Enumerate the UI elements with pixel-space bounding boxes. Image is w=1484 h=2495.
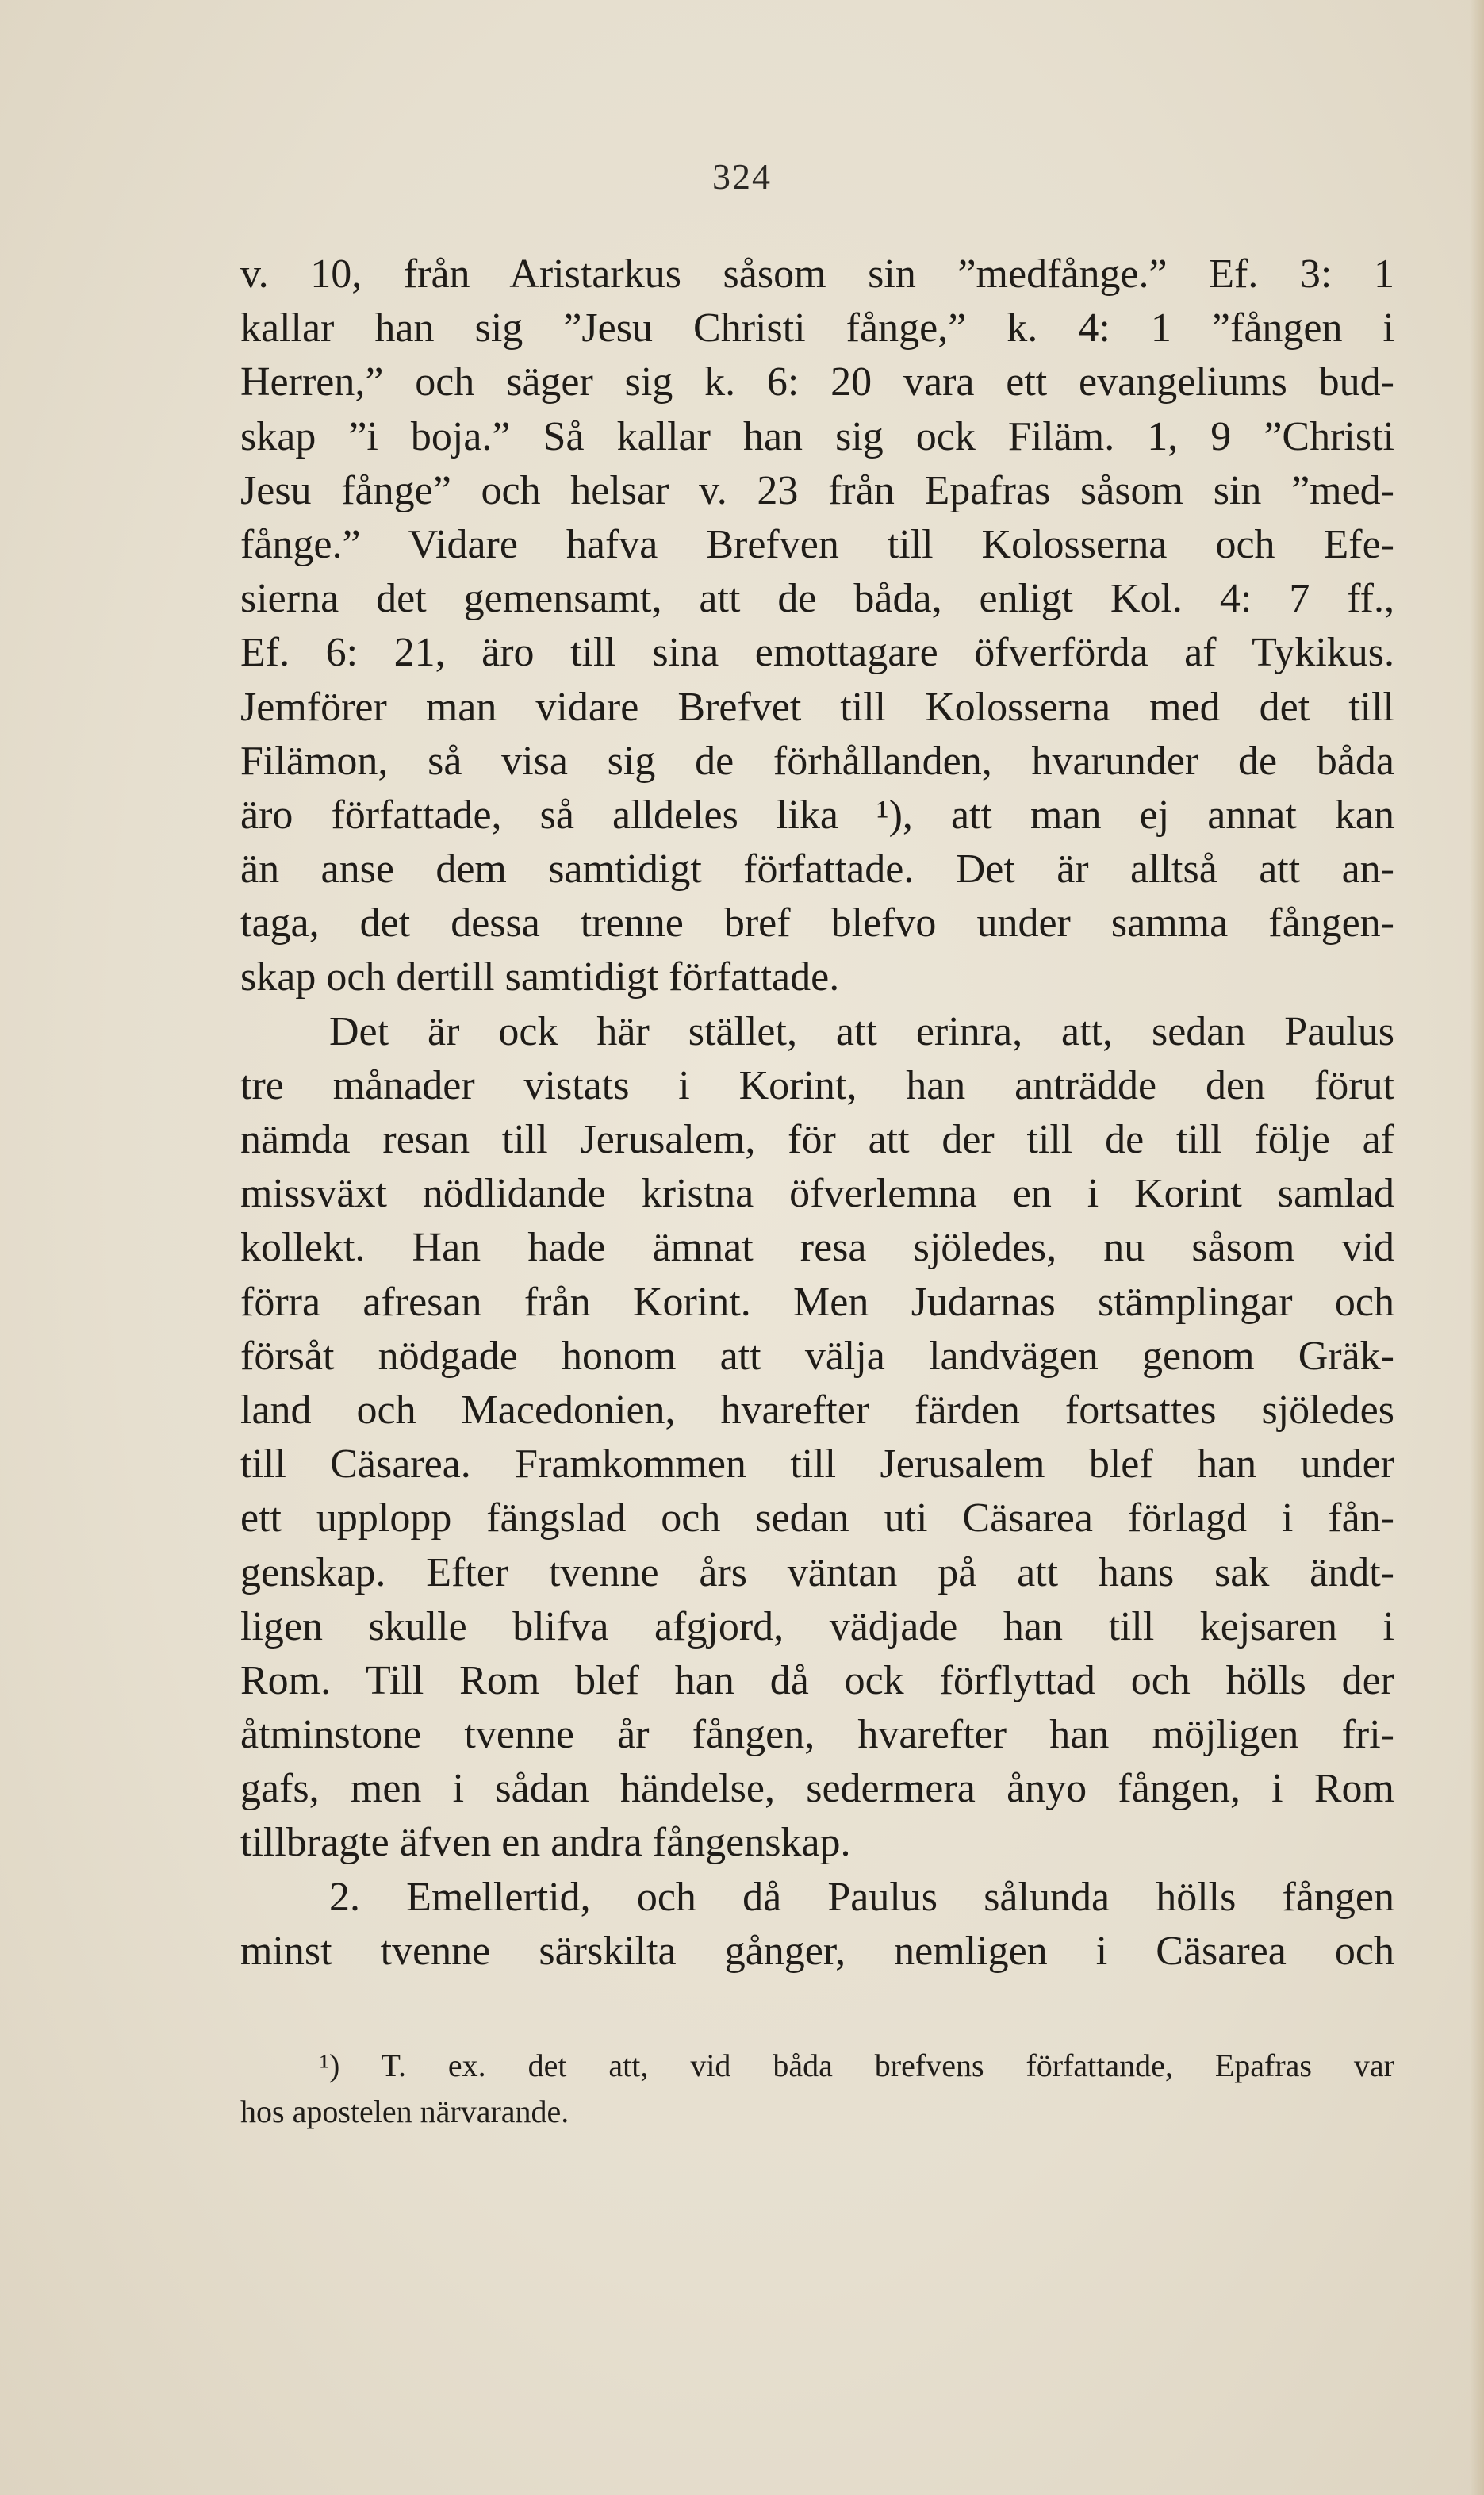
text-line: Jemförer man vidare Brefvet till Kolosserna med det till (240, 684, 1394, 730)
page-edge-shadow (1470, 0, 1484, 2495)
text-line: skap och dertill samtidigt författade. (240, 954, 840, 1000)
text-line: Filämon, så visa sig de förhållanden, hvarunder de båda (240, 738, 1394, 784)
text-line: kollekt. Han hade ämnat resa sjöledes, nu såsom vid (240, 1225, 1394, 1271)
text-line: kallar han sig ”Jesu Christi fånge,” k. 4: 1 ”fången i (240, 305, 1394, 351)
text-line: taga, det dessa trenne bref blefvo under samma fången- (240, 900, 1394, 946)
text-line: v. 10, från Aristarkus såsom sin ”medfånge.” Ef. 3: 1 (240, 251, 1394, 297)
text-line: Herren,” och säger sig k. 6: 20 vara ett evangeliums bud- (240, 359, 1394, 405)
text-line: Ef. 6: 21, äro till sina emottagare öfverförda af Tykikus. (240, 630, 1394, 676)
text-line: åtminstone tvenne år fången, hvarefter han möjligen fri- (240, 1712, 1394, 1758)
text-line: skap ”i boja.” Så kallar han sig ock Filäm. 1, 9 ”Christi (240, 413, 1394, 459)
text-line: genskap. Efter tvenne års väntan på att hans sak ändt- (240, 1549, 1394, 1595)
text-line: Jesu fånge” och helsar v. 23 från Epafras såsom sin ”med- (240, 467, 1394, 513)
text-line: försåt nödgade honom att välja landvägen genom Gräk- (240, 1333, 1394, 1379)
main-text (240, 248, 1394, 1979)
text-line: till Cäsarea. Framkommen till Jerusalem blef han under (240, 1441, 1394, 1487)
text-line: äro författade, så alldeles lika ¹), att man ej annat kan (240, 792, 1394, 838)
text-line: gafs, men i sådan händelse, sedermera ånyo fången, i Rom (240, 1766, 1394, 1812)
text-line: nämda resan till Jerusalem, för att der till de till följe af (240, 1117, 1394, 1162)
text-line: Rom. Till Rom blef han då ock förflyttad och hölls der (240, 1657, 1394, 1703)
text-line: förra afresan från Korint. Men Judarnas stämplingar och (240, 1279, 1394, 1325)
text-line: ett upplopp fängslad och sedan uti Cäsarea förlagd i fån- (240, 1495, 1394, 1541)
text-line: tillbragte äfven en andra fångenskap. (240, 1820, 851, 1866)
text-line: tre månader vistats i Korint, han anträdde den förut (240, 1062, 1394, 1108)
text-line: 2. Emellertid, och då Paulus sålunda hölls fången (329, 1874, 1394, 1920)
footnote-line: hos apostelen närvarande. (240, 2094, 569, 2129)
footnote-line: ¹) T. ex. det att, vid båda brefvens författande, Epafras var (320, 2048, 1394, 2083)
text-line: ligen skulle blifva afgjord, vädjade han till kejsaren i (240, 1603, 1394, 1649)
text-line: fånge.” Vidare hafva Brefven till Kolosserna och Efe- (240, 521, 1394, 567)
text-line: missväxt nödlidande kristna öfverlemna en i Korint samlad (240, 1171, 1394, 1217)
page-number: 324 (712, 156, 772, 197)
text-line: sierna det gemensamt, att de båda, enligt Kol. 4: 7 ff., (240, 576, 1394, 622)
text-line: land och Macedonien, hvarefter färden fortsattes sjöledes (240, 1387, 1394, 1433)
text-line: än anse dem samtidigt författade. Det är alltså att an- (240, 846, 1394, 892)
text-line: minst tvenne särskilta gånger, nemligen i Cäsarea och (240, 1928, 1394, 1974)
footnotes (240, 2043, 1394, 2135)
text-line: Det är ock här stället, att erinra, att, sedan Paulus (329, 1008, 1394, 1054)
